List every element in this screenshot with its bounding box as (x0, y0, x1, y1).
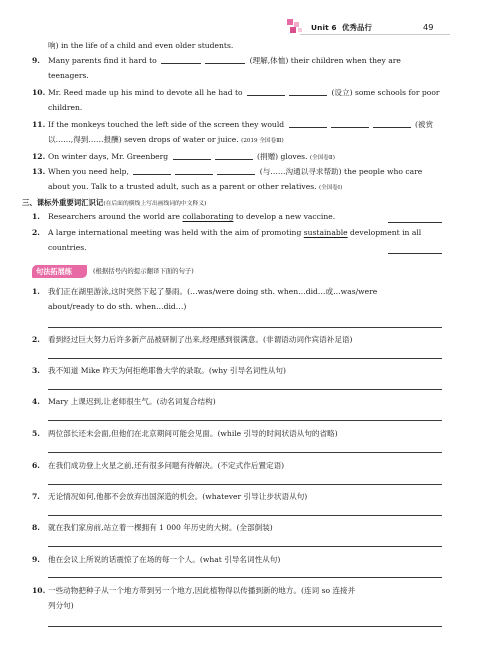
item-number: 9. (32, 56, 40, 65)
translation-prompt-cont: 列分句) (48, 601, 74, 610)
item-number: 5. (32, 429, 40, 438)
answer-line[interactable] (48, 420, 442, 421)
answer-blank[interactable] (388, 222, 442, 223)
item-hint: (被赏 (414, 120, 434, 129)
item-hint: (捐赠) gloves. (257, 152, 308, 161)
continuation-text: 响) in the life of a child and even older students. (48, 41, 234, 50)
item-line-2: teenagers. (48, 71, 89, 80)
translation-prompt: 在我们成功登上火星之前,还有很多问题有待解决。(不定式作后置定语) (48, 461, 285, 470)
item-number: 13. (32, 167, 46, 176)
translation-prompt: Mary 上课迟到,让老师很生气。(动名词复合结构) (48, 397, 216, 406)
item-line-1 (48, 88, 444, 98)
answer-blank[interactable] (205, 56, 245, 64)
vocab-word: sustainable (303, 228, 348, 237)
item-line-2 (48, 182, 444, 193)
item-line-1 (48, 120, 444, 130)
vocab-text: Researchers around the world are (48, 212, 183, 221)
answer-blank[interactable] (289, 88, 327, 96)
fill-item (32, 120, 444, 148)
item-number: 10. (32, 586, 46, 595)
badge-note: (根据括号内的提示翻译下面的句子) (92, 267, 194, 276)
answer-line[interactable] (48, 389, 442, 390)
translation-prompt: 看到经过巨大努力后许多新产品被研制了出来,经理感到很满意。(非谓语动词作宾语补足语) (48, 335, 353, 344)
section-heading (22, 198, 446, 210)
item-number: 12. (32, 152, 46, 161)
answer-line[interactable] (48, 577, 442, 578)
fill-item (32, 152, 444, 166)
fill-item (32, 167, 444, 195)
answer-blank[interactable] (331, 120, 369, 128)
item-number: 2. (32, 335, 40, 344)
page-number: 49 (423, 22, 434, 32)
item-text: 以……,得到……报酬) seven drops of water or juice. (48, 135, 239, 144)
translation-prompt: 一些动物把种子从一个地方带到另一个地方,因此植物得以传播到新的地方。(连词 so 连接并 (48, 586, 356, 595)
item-hint: (理解,体恤) their children when they are (249, 56, 401, 65)
unit-label (311, 23, 372, 33)
answer-blank[interactable] (373, 120, 411, 128)
translation-prompt-cont: about/ready to do sth. when…did…) (48, 302, 187, 311)
item-number: 9. (32, 555, 40, 564)
answer-blank[interactable] (175, 167, 213, 175)
answer-blank[interactable] (133, 167, 171, 175)
answer-line[interactable] (48, 515, 442, 516)
answer-blank[interactable] (247, 88, 285, 96)
item-line-2 (48, 135, 444, 146)
source-note: (2019 全国卷Ⅲ) (241, 138, 284, 144)
item-text: When you need help, (48, 167, 129, 176)
item-number: 7. (32, 492, 40, 501)
answer-blank[interactable] (217, 167, 255, 175)
answer-blank[interactable] (215, 152, 253, 160)
item-line-2: children. (48, 103, 83, 112)
vocab-sentence-cont: countries. (48, 243, 87, 252)
item-line-1 (48, 56, 444, 66)
exercise-badge (32, 265, 87, 278)
header-divider (300, 34, 450, 35)
translation-prompt: 就在我们家房前,站立着一棵拥有 1 000 年历史的大树。(全部倒装) (48, 523, 273, 532)
section-title: 三、课标外重要词汇识记 (22, 198, 104, 207)
answer-blank[interactable] (161, 56, 201, 64)
unit-number: Unit 6 (311, 23, 337, 32)
answer-line[interactable] (48, 546, 442, 547)
page-header (0, 0, 480, 40)
item-text: Mr. Reed made up his mind to devote all he had to (48, 88, 243, 97)
vocab-text: to develop a new vaccine. (233, 212, 336, 221)
vocab-sentence (48, 212, 374, 222)
exercise-badge-row (32, 265, 194, 279)
item-number: 3. (32, 366, 40, 375)
translation-prompt: 无论情况如何,他都不会放弃出国深造的机会。(whatever 引导让步状语从句) (48, 492, 308, 501)
item-number: 1. (32, 212, 40, 221)
translation-prompt: 他在会议上所说的话震惊了在场的每一个人。(what 引导名词性从句) (48, 555, 281, 564)
header-decoration-icon (287, 19, 305, 33)
translation-prompt: 两位部长还未会面,但他们在北京期间可能会见面。(while 引导的时间状语从句的省略) (48, 429, 338, 438)
item-line-1 (48, 152, 444, 163)
fill-item (32, 88, 444, 116)
item-number: 2. (32, 228, 40, 237)
answer-blank[interactable] (388, 253, 442, 254)
vocab-item (32, 212, 444, 226)
item-text: about you. Talk to a trusted adult, such as a parent or other relatives. (48, 182, 317, 191)
answer-line[interactable] (48, 358, 442, 359)
item-number: 8. (32, 523, 40, 532)
answer-line[interactable] (48, 327, 442, 328)
item-text: If the monkeys touched the left side of the screen they would (48, 120, 285, 129)
vocab-word: collaborating (182, 212, 234, 221)
source-note: (全国卷Ⅰ) (318, 185, 343, 191)
translation-prompt: 我们正在湖里游泳,这时突然下起了暴雨。(…was/were doing sth. when…did…或…was/were (48, 287, 378, 296)
item-number: 6. (32, 461, 40, 470)
answer-line[interactable] (48, 484, 442, 485)
item-hint: (与……沟通以寻求帮助) the people who care (259, 167, 423, 176)
answer-blank[interactable] (173, 152, 211, 160)
answer-blank[interactable] (289, 120, 327, 128)
item-text: On winter days, Mr. Greenberg (48, 152, 169, 161)
item-number: 10. (32, 88, 46, 97)
item-number: 1. (32, 287, 40, 296)
vocab-item (32, 228, 444, 258)
section-note: (在后面的横线上写出画线词的中文释义) (103, 201, 207, 207)
translation-item (32, 287, 444, 315)
vocab-text: A large international meeting was held with the aim of promoting (48, 228, 304, 237)
vocab-sentence (48, 228, 444, 238)
item-hint: (设立) some schools for poor (331, 88, 440, 97)
item-number: 4. (32, 397, 40, 406)
translation-item (32, 586, 444, 614)
pen-icon (73, 268, 82, 276)
vocab-text: development in all (347, 228, 422, 237)
translation-prompt: 我不知道 Mike 昨天为何拒绝耶鲁大学的录取。(why 引导名词性从句) (48, 366, 286, 375)
item-line-1 (48, 167, 444, 177)
source-note: (全国卷Ⅱ) (309, 155, 335, 161)
item-number: 11. (32, 120, 46, 129)
fill-item (32, 56, 444, 84)
unit-title: 优秀品行 (342, 23, 372, 32)
badge-label: 句法拓展练 (36, 266, 72, 276)
answer-line[interactable] (48, 626, 442, 627)
item-text: Many parents find it hard to (48, 56, 157, 65)
answer-line[interactable] (48, 452, 442, 453)
